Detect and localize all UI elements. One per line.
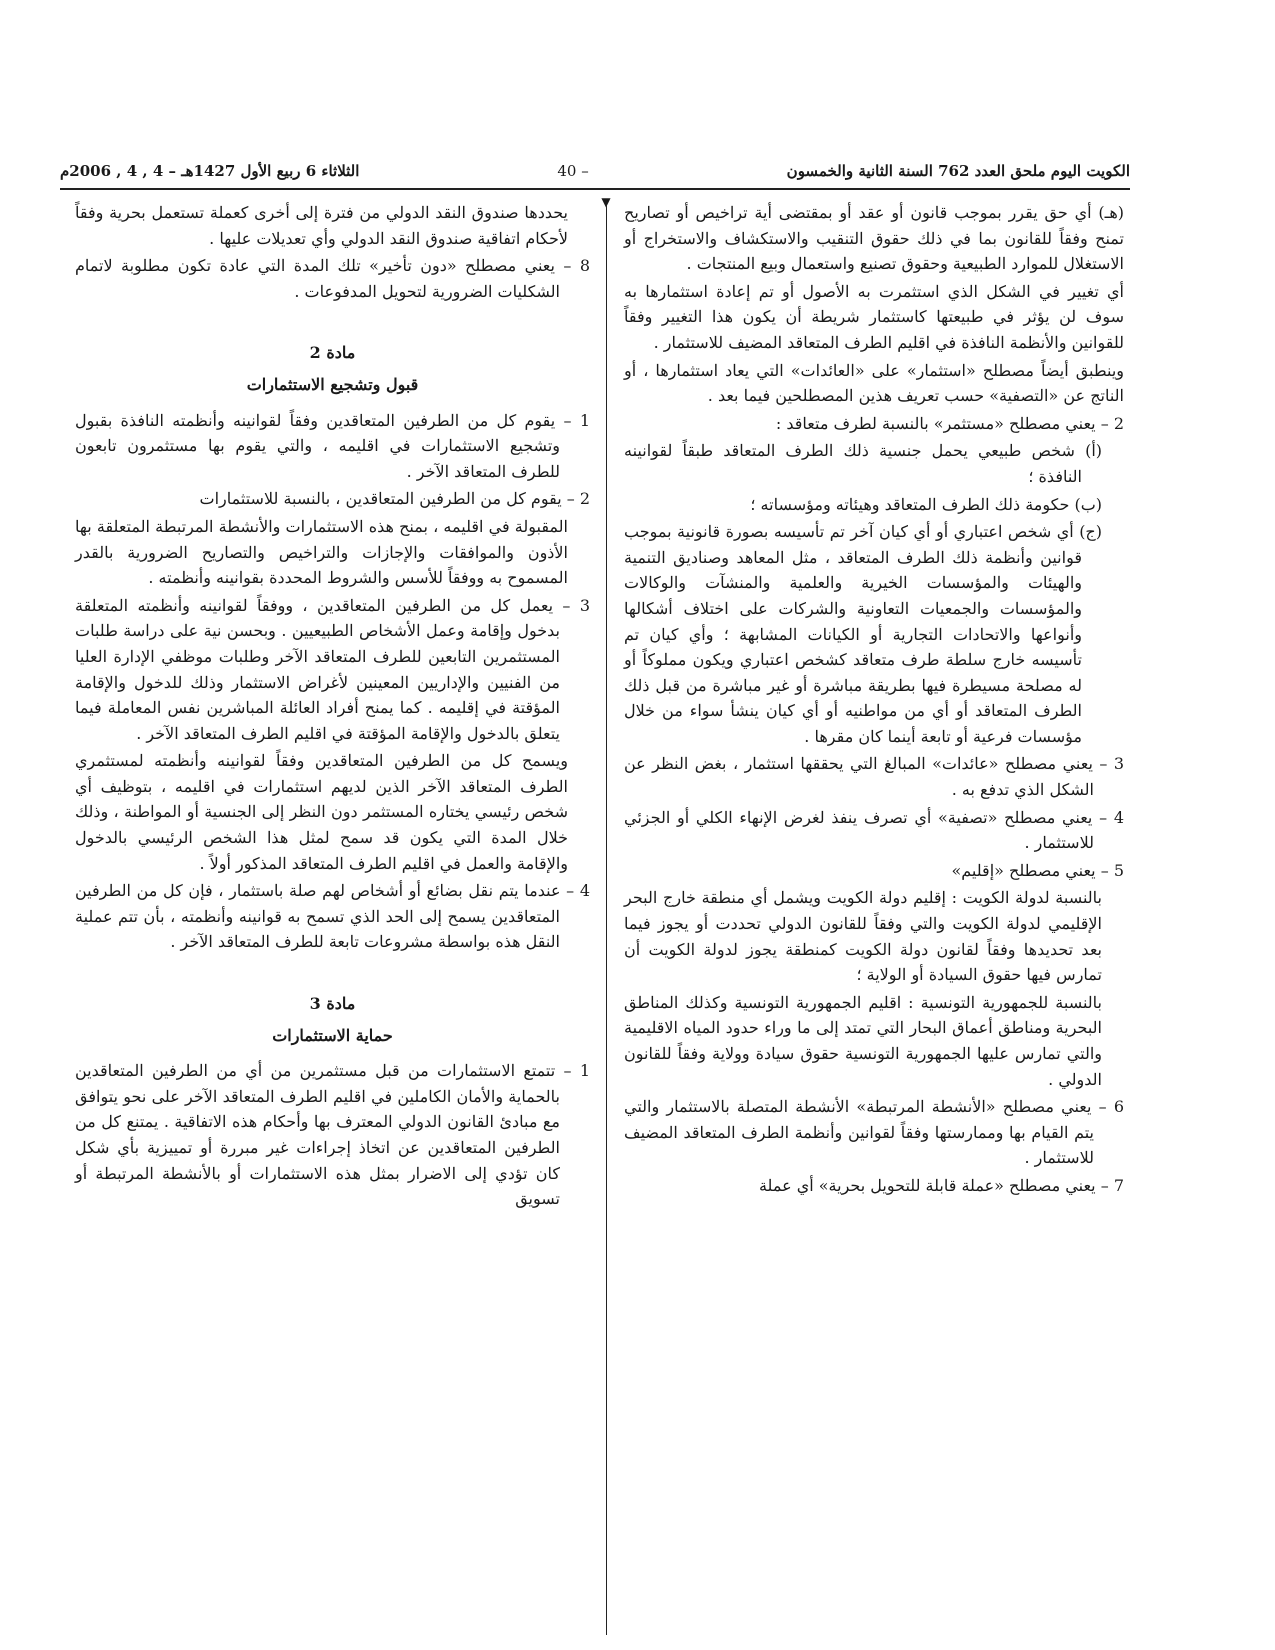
definition-item-2: 2 – يعني مصطلح «مستثمر» بالنسبة لطرف متعاقد :	[775, 413, 1124, 433]
article-2-clause-4: 4 – عندما يتم نقل بضائع أو أشخاص لهم صلة باستثمار ، فإن كل من الطرفين المتعاقدين يسمح إلى الحد الذي تسمح به قوانينه وأنظمته ، بأن تتم عملية النقل هذه بواسطة مشروعات تابعة للطرف المتعاقد الآخر .	[75, 881, 590, 952]
definition-item-5: 5 – يعني مصطلح «إقليم»	[951, 860, 1124, 880]
article-2-heading: مادة 2	[309, 343, 356, 363]
definition-item-4: 4 – يعني مصطلح «تصفية» أي تصرف ينفذ لغرض الإنهاء الكلي أو الجزئي للاستثمار .	[624, 807, 1124, 853]
article-2-clause-2: 2 – يقوم كل من الطرفين المتعاقدين ، بالنسبة للاستثمارات	[199, 489, 590, 509]
article-3-title: حماية الاستثمارات	[272, 1025, 393, 1045]
column-rule-arrow-icon: ▼	[601, 195, 611, 209]
paragraph: أي تغيير في الشكل الذي استثمرت به الأصول أو تم إعادة استثمارها به سوف لن يؤثر في طبيعتها كاستثمار شريطة أن يكون هذا التغيير وفقاً للقوانين والأنظمة النافذة في اقليم الطرف المتعاقد المضيف للاستثمار .	[624, 281, 1124, 352]
paragraph: (هـ) أي حق يقرر بموجب قانون أو عقد أو بمقتضى أية تراخيص أو تصاريح تمنح وفقاً للقانون بما في ذلك حقوق التنقيب والاستكشاف والاستخراج أو الاستغلال للموارد الطبيعية وحقوق تصنيع واستعمال وبيع المنتجات .	[624, 203, 1124, 274]
territory-kuwait: بالنسبة لدولة الكويت : إقليم دولة الكويت ويشمل أي منطقة خارج البحر الإقليمي لدولة الكويت والتي وفقاً للقانون الدولي تحددت أو يجوز فيما بعد تحديدها وفقاً لقانون دولة الكويت كمنطقة يجوز لدولة الكويت أن تمارس فيها حقوق السيادة أو الولاية ؛	[624, 888, 1102, 985]
left-column	[75, 200, 590, 1214]
header-date: الثلاثاء 6 ربيع الأول 1427هـ – 4 , 4 , 2006م	[60, 162, 360, 180]
article-2-clause-3: 3 – يعمل كل من الطرفين المتعاقدين ، ووفقاً لقوانينه وأنظمته المتعلقة بدخول وإقامة وعمل الأشخاص الطبيعيين . وبحسن نية على دراسة طلبات المستثمرين التابعين للطرف المتعاقد الآخر وطلبات موظفي الإدارة العليا من الفنيين والإداريين المعينين لأغراض الاستثمار وذلك للدخول والإقامة المؤقتة في إقليمه . كما يمنح أفراد العائلة المباشرين نفس المعاملة فيما يتعلق بالدخول والإقامة المؤقتة في اقليم الطرف المتعاقد الآخر .	[75, 595, 590, 743]
column-divider	[606, 205, 607, 1635]
sub-item-c: (ج) أي شخص اعتباري أو أي كيان آخر تم تأسيسه بصورة قانونية بموجب قوانين وأنظمة ذلك الطرف المتعاقد ، مثل المعاهد وصناديق التنمية والهيئات والمؤسسات الخيرية والعلمية والمنشآت والوكالات والمؤسسات والجمعيات التعاونية والشركات على اختلاف أشكالها وأنواعها والاتحادات التجارية أو الكيانات المشابهة ؛ وأي كيان تم تأسيسه خارج سلطة طرف متعاقد كشخص اعتباري ويكون مملوكاً أو له مصلحة مسيطرة فيها بطريقة مباشرة أو غير مباشرة من قبل ذلك الطرف المتعاقد أو أي من مواطنيه أو أي كيان ينشأ سواء من خلال مؤسسات فرعية أو تابعة أينما كان مقرها .	[624, 522, 1102, 746]
article-2-clause-3b: ويسمح كل من الطرفين المتعاقدين وفقاً لقوانينه وأنظمته لمستثمري الطرف المتعاقد الآخر الذين لديهم استثمارات في اقليمه ، بتوظيف أي شخص رئيسي يختاره المستثمر دون النظر إلى الجنسية أو المواطنة ، وذلك خلال المدة التي يكون قد سمح لمثل هذا الشخص الرئيسي بالدخول والإقامة والعمل في اقليم الطرف المتعاقد المذكور أولاً .	[75, 751, 568, 873]
definition-item-3: 3 – يعني مصطلح «عائدات» المبالغ التي يحققها استثمار ، بغض النظر عن الشكل الذي تدفع به .	[624, 754, 1124, 800]
paragraph: وينطبق أيضاً مصطلح «استثمار» على «العائدات» التي يعاد استثمارها ، أو الناتج عن «التصفية» حسب تعريف هذين المصطلحين فيما بعد .	[624, 360, 1124, 406]
sub-item-b: (ب) حكومة ذلك الطرف المتعاقد وهيئاته ومؤسساته ؛	[750, 494, 1102, 514]
territory-tunisia: بالنسبة للجمهورية التونسية : اقليم الجمهورية التونسية وكذلك المناطق البحرية ومناطق أعماق البحار التي تمتد إلى ما وراء حدود المياه الاقليمية والتي تمارس عليها الجمهورية التونسية حقوق سيادة وولاية وفقاً للقانون الدولي .	[624, 992, 1102, 1089]
header-rule	[60, 188, 1130, 190]
article-2-clause-1: 1 – يقوم كل من الطرفين المتعاقدين وفقاً لقوانينه وأنظمته النافذة بقبول وتشجيع الاستثمارات في اقليمه ، والتي يقوم بها مستثمرون تابعون للطرف المتعاقد الآخر .	[75, 410, 590, 481]
header-page-number: – 40	[557, 162, 589, 180]
sub-item-a: (أ) شخص طبيعي يحمل جنسية ذلك الطرف المتعاقد طبقاً لقوانينه النافذة ؛	[624, 441, 1102, 486]
paragraph: يحددها صندوق النقد الدولي من فترة إلى أخرى كعملة تستعمل بحرية وفقاً لأحكام اتفاقية صندوق النقد الدولي وأي تعديلات عليها .	[75, 203, 568, 248]
running-header	[60, 160, 1130, 182]
definition-item-6: 6 – يعني مصطلح «الأنشطة المرتبطة» الأنشطة المتصلة بالاستثمار والتي يتم القيام بها وممارستها وفقاً لقوانين وأنظمة الطرف المتعاقد المضيف للاستثمار .	[624, 1097, 1124, 1168]
header-publication: الكويت اليوم ملحق العدد 762 السنة الثانية والخمسون	[786, 162, 1130, 180]
article-2-clause-2-cont: المقبولة في اقليمه ، بمنح هذه الاستثمارات والأنشطة المرتبطة المتعلقة بها الأذون والموافقات والإجازات والتراخيص والتصاريح الضرورية بالقدر المسموح به ووفقاً للأسس والشروط المحددة بقوانينه وأنظمته .	[75, 516, 568, 588]
right-column	[624, 200, 1124, 1201]
article-3-heading: مادة 3	[309, 994, 356, 1014]
article-2-title: قبول وتشجيع الاستثمارات	[246, 374, 419, 394]
definition-item-8: 8 – يعني مصطلح «دون تأخير» تلك المدة التي عادة تكون مطلوبة لاتمام الشكليات الضرورية لتحويل المدفوعات .	[75, 256, 590, 301]
definition-item-7: 7 – يعني مصطلح «عملة قابلة للتحويل بحرية» أي عملة	[758, 1175, 1124, 1195]
article-3-clause-1: 1 – تتمتع الاستثمارات من قبل مستثمرين من أي من الطرفين المتعاقدين بالحماية والأمان الكاملين في اقليم الطرف المتعاقد الآخر على نحو يتوافق مع مبادئ القانون الدولي المعترف بها وأحكام هذه الاتفاقية . يمتنع كل من الطرفين المتعاقدين عن اتخاذ إجراءات غير مبررة أو تمييزية بأي شكل كان تؤدي إلى الاضرار بمثل هذه الاستثمارات أو بالأنشطة المرتبطة أو تسويق	[75, 1061, 590, 1209]
